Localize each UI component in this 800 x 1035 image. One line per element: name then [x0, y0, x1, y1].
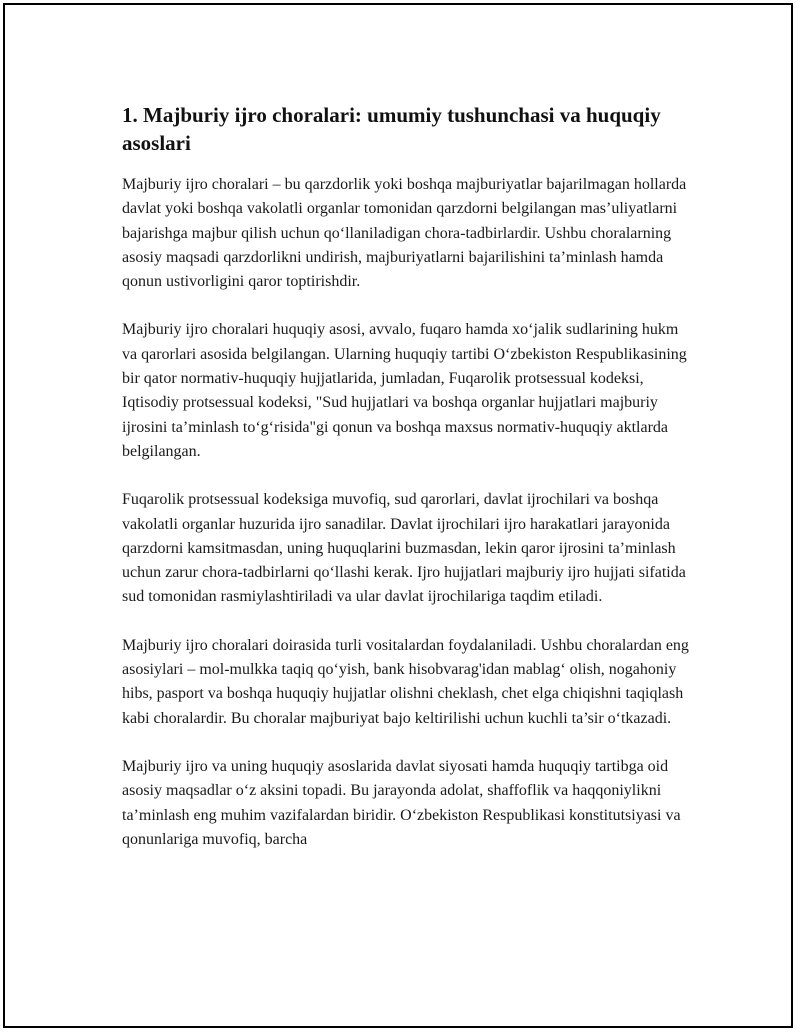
- paragraph-5: Majburiy ijro va uning huquqiy asoslarida davlat siyosati hamda huquqiy tartibga oid asosiy maqsadlar o‘z aksini topadi. Bu jarayonda adolat, shaffoflik va haqqoniylikni ta’minlash eng muhim vazifalardan biridir. O‘zbekiston Respublikasi konstitutsiyasi va qonunlariga muvofiq, barcha: [122, 757, 681, 848]
- page-frame: [3, 3, 793, 1028]
- document-body: [122, 101, 692, 852]
- paragraph-1: Majburiy ijro choralari – bu qarzdorlik yoki boshqa majburiyatlar bajarilmagan hollarda davlat yoki boshqa vakolatli organlar tomonidan qarzdorni belgilangan mas’uliyatlarni bajarishga majbur qilish uchun qo‘llaniladigan chora-tadbirlardir. Ushbu choralarning asosiy maqsadi qarzdorlikni undirish, majburiyatlarni bajarilishini ta’minlash hamda qonun ustivorligini qaror toptirishdir.: [122, 176, 687, 291]
- paragraph-3: Fuqarolik protsessual kodeksiga muvofiq, sud qarorlari, davlat ijrochilari va boshqa vakolatli organlar huzurida ijro sanadilar. Davlat ijrochilari ijro harakatlari jarayonida qarzdorni kamsitmasdan, uning huquqlarini buzmasdan, lekin qaror ijrosini ta’minlash uchun zarur chora-tadbirlarni qo‘llashi kerak. Ijro hujjatlari majburiy ijro hujjati sifatida sud tomonidan rasmiylashtiriladi va ular davlat ijrochilariga taqdim etiladi.: [122, 491, 686, 606]
- section-heading: 1. Majburiy ijro choralari: umumiy tushunchasi va huquqiy asoslari: [122, 103, 661, 155]
- paragraph-2: Majburiy ijro choralari huquqiy asosi, avvalo, fuqaro hamda xo‘jalik sudlarining hukm va qarorlari asosida belgilangan. Ularning huquqiy tartibi O‘zbekiston Respublikasining bir qator normativ-huquqiy hujjatlarida, jumladan, Fuqarolik protsessual kodeksi, Iqtisodiy protsessual kodeksi, "Sud hujjatlari va boshqa organlar hujjatlari majburiy ijrosini ta’minlash to‘g‘risida"gi qonun va boshqa maxsus normativ-huquqiy aktlarda belgilangan.: [122, 321, 687, 460]
- paragraph-4: Majburiy ijro choralari doirasida turli vositalardan foydalaniladi. Ushbu choralardan eng asosiylari – mol-mulkka taqiq qo‘yish, bank hisobvarag'idan mablag‘ olish, nogahoniy hibs, pasport va boshqa huquqiy hujjatlar olishni cheklash, chet elga chiqishni taqiqlash kabi choralardir. Bu choralar majburiyat bajo keltirilishi uchun kuchli ta’sir o‘tkazadi.: [122, 636, 689, 727]
